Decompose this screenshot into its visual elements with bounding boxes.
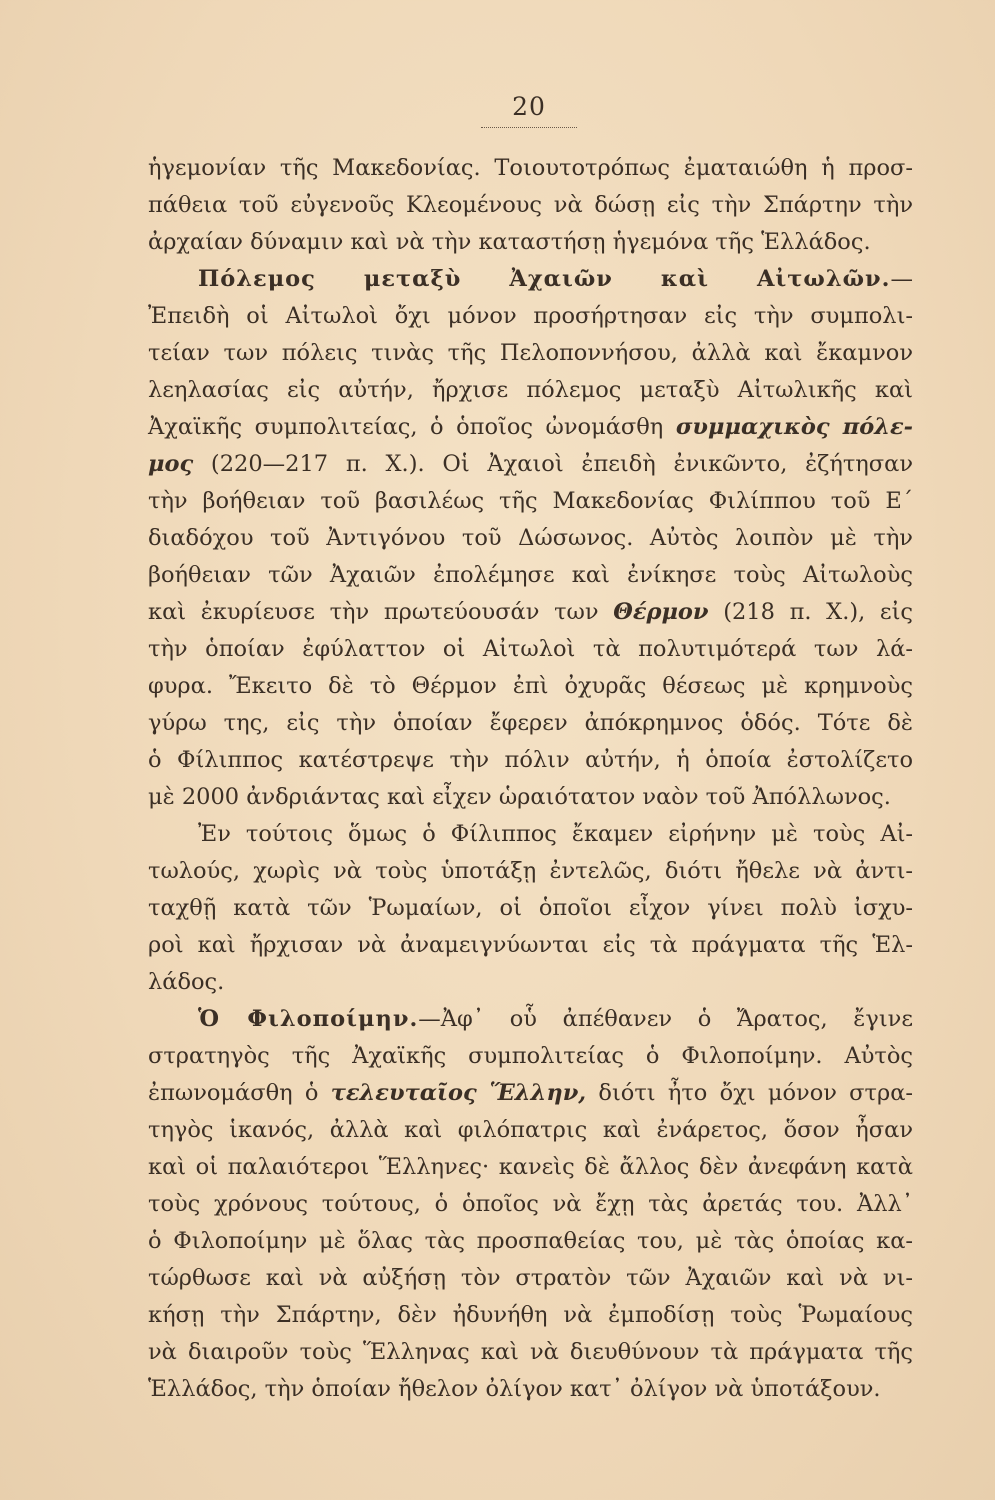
line-text: καὶ ἐκυρίευσε τὴν πρωτεύουσάν των	[148, 599, 599, 625]
text-line	[148, 853, 913, 890]
line-text: κήσῃ τὴν Σπάρτην, δὲν ἠδυνήθη νὰ ἐμποδίσῃ τοὺς Ῥωμαίους	[148, 1302, 913, 1328]
text-line	[148, 298, 913, 335]
line-text: τοὺς χρόνους τούτους, ὁ ὁποῖος νὰ ἔχῃ τὰς ἀρετάς του. Ἀλλ᾿	[148, 1191, 913, 1217]
text-line	[148, 1001, 913, 1038]
text-line	[148, 1186, 913, 1223]
emphasis: συμμαχικὸς πόλε-	[675, 414, 913, 440]
line-text: ὁ Φίλιππος κατέστρεψε τὴν πόλιν αὐτήν, ἡ ὁποία ἐστολίζετο	[148, 747, 913, 773]
line-text: καὶ οἱ παλαιότεροι Ἕλληνες· κανεὶς δὲ ἄλλος δὲν ἀνεφάνη κατὰ	[148, 1154, 913, 1180]
line-text: φυρα. Ἔκειτο δὲ τὸ Θέρμον ἐπὶ ὀχυρᾶς θέσεως μὲ κρημνοὺς	[148, 673, 913, 699]
line-text: (220—217 π. Χ.). Οἱ Ἀχαιοὶ ἐπειδὴ ἐνικῶντο, ἐζήτησαν	[193, 451, 913, 477]
line-text: ροὶ καὶ ἤρχισαν νὰ ἀναμειγνύωνται εἰς τὰ πράγματα τῆς Ἑλ-	[148, 932, 913, 958]
line-text: Ἑλλάδος, τὴν ὁποίαν ἤθελον ὀλίγον κατ᾿ ὀλίγον νὰ ὑποτάξουν.	[148, 1376, 881, 1402]
text-line	[148, 446, 913, 483]
section-heading: Ὁ Φιλοποίμην.	[198, 1006, 419, 1032]
page-header	[0, 92, 995, 128]
line-text: —Ἀφ᾿ οὗ ἀπέθανεν ὁ Ἄρατος, ἔγινε	[418, 1006, 913, 1032]
line-text: διότι ἦτο ὄχι μόνον στρα-	[598, 1080, 914, 1106]
line-text: Ἀχαϊκῆς συμπολιτείας, ὁ ὁποῖος ὠνομάσθη	[148, 414, 664, 440]
body-text	[148, 150, 913, 1408]
text-line	[148, 261, 913, 298]
text-line	[148, 409, 913, 446]
text-line	[148, 483, 913, 520]
text-line	[148, 1112, 913, 1149]
line-text: τὴν βοήθειαν τοῦ βασιλέως τῆς Μακεδονίας Φιλίππου τοῦ Ε´	[148, 488, 913, 514]
line-text: Ἐν τούτοις ὅμως ὁ Φίλιππος ἔκαμεν εἰρήνην μὲ τοὺς Αἰ-	[198, 821, 913, 847]
text-line	[148, 150, 913, 187]
line-text: γύρω της, εἰς τὴν ὁποίαν ἔφερεν ἀπόκρημνος ὁδός. Τότε δὲ	[148, 710, 913, 736]
text-line	[148, 816, 913, 853]
page-number: 20	[512, 92, 546, 121]
line-text: λάδος.	[148, 969, 225, 995]
line-text: ὁ Φιλοποίμην μὲ ὅλας τὰς προσπαθείας του, μὲ τὰς ὁποίας κα-	[148, 1228, 913, 1254]
emphasis: Θέρμον	[613, 599, 709, 625]
section-heading: Πόλεμος μεταξὺ Ἀχαιῶν καὶ Αἰτωλῶν.	[198, 266, 891, 292]
text-line	[148, 668, 913, 705]
text-line	[148, 1075, 913, 1112]
line-text: νὰ διαιροῦν τοὺς Ἕλληνας καὶ νὰ διευθύνουν τὰ πράγματα τῆς	[148, 1339, 913, 1365]
line-text: ἀρχαίαν δύναμιν καὶ νὰ τὴν καταστήσῃ ἡγεμόνα τῆς Ἑλλάδος.	[148, 229, 871, 255]
text-line	[148, 594, 913, 631]
text-line	[148, 1371, 913, 1408]
text-line	[148, 224, 913, 261]
text-line	[148, 557, 913, 594]
text-line	[148, 520, 913, 557]
line-text: (218 π. Χ.), εἰς	[723, 599, 913, 625]
line-text: Ἐπειδὴ οἱ Αἰτωλοὶ ὄχι μόνον προσήρτησαν εἰς τὴν συμπολι-	[148, 303, 913, 329]
text-line	[148, 890, 913, 927]
line-text: μὲ 2000 ἀνδριάντας καὶ εἶχεν ὡραιότατον ναὸν τοῦ Ἀπόλλωνος.	[148, 784, 891, 810]
line-text: τὴν ὁποίαν ἐφύλαττον οἱ Αἰτωλοὶ τὰ πολυτιμότερά των λά-	[148, 636, 913, 662]
line-text: στρατηγὸς τῆς Ἀχαϊκῆς συμπολιτείας ὁ Φιλοποίμην. Αὐτὸς	[148, 1043, 913, 1069]
text-line	[148, 1149, 913, 1186]
text-line	[148, 1038, 913, 1075]
emphasis: μος	[148, 451, 194, 477]
line-text: ἐπωνομάσθη ὁ	[148, 1080, 319, 1106]
text-line	[148, 1223, 913, 1260]
text-line	[148, 742, 913, 779]
text-line	[148, 964, 913, 1001]
line-text: τηγὸς ἱκανός, ἀλλὰ καὶ φιλόπατρις καὶ ἐνάρετος, ὅσον ἦσαν	[148, 1117, 913, 1143]
text-line	[148, 1260, 913, 1297]
text-line	[148, 705, 913, 742]
line-text: διαδόχου τοῦ Ἀντιγόνου τοῦ Δώσωνος. Αὐτὸς λοιπὸν μὲ τὴν	[148, 525, 913, 551]
line-text: τωλούς, χωρὶς νὰ τοὺς ὑποτάξῃ ἐντελῶς, διότι ἤθελε νὰ ἀντι-	[148, 858, 913, 884]
line-text: πάθεια τοῦ εὐγενοῦς Κλεομένους νὰ δώσῃ εἰς τὴν Σπάρτην τὴν	[148, 192, 913, 218]
line-text: βοήθειαν τῶν Ἀχαιῶν ἐπολέμησε καὶ ἐνίκησε τοὺς Αἰτωλοὺς	[148, 562, 913, 588]
line-text: λεηλασίας εἰς αὐτήν, ἤρχισε πόλεμος μεταξὺ Αἰτωλικῆς καὶ	[148, 377, 913, 403]
line-text: τείαν των πόλεις τινὰς τῆς Πελοποννήσου, ἀλλὰ καὶ ἔκαμνον	[148, 340, 913, 366]
text-line	[148, 631, 913, 668]
emphasis: τελευταῖος Ἕλλην,	[330, 1080, 587, 1106]
header-rule	[481, 127, 577, 128]
text-line	[148, 1297, 913, 1334]
text-line	[148, 779, 913, 816]
line-text: ἡγεμονίαν τῆς Μακεδονίας. Τοιουτοτρόπως ἐματαιώθη ἡ προσ-	[148, 155, 913, 181]
text-line	[148, 335, 913, 372]
text-line	[148, 1334, 913, 1371]
text-line	[148, 927, 913, 964]
line-text: ταχθῇ κατὰ τῶν Ῥωμαίων, οἱ ὁποῖοι εἶχον γίνει πολὺ ἰσχυ-	[148, 895, 913, 921]
text-line	[148, 187, 913, 224]
text-line	[148, 372, 913, 409]
line-text: τώρθωσε καὶ νὰ αὐξήσῃ τὸν στρατὸν τῶν Ἀχαιῶν καὶ νὰ νι-	[148, 1265, 913, 1291]
line-text: —	[890, 266, 913, 292]
